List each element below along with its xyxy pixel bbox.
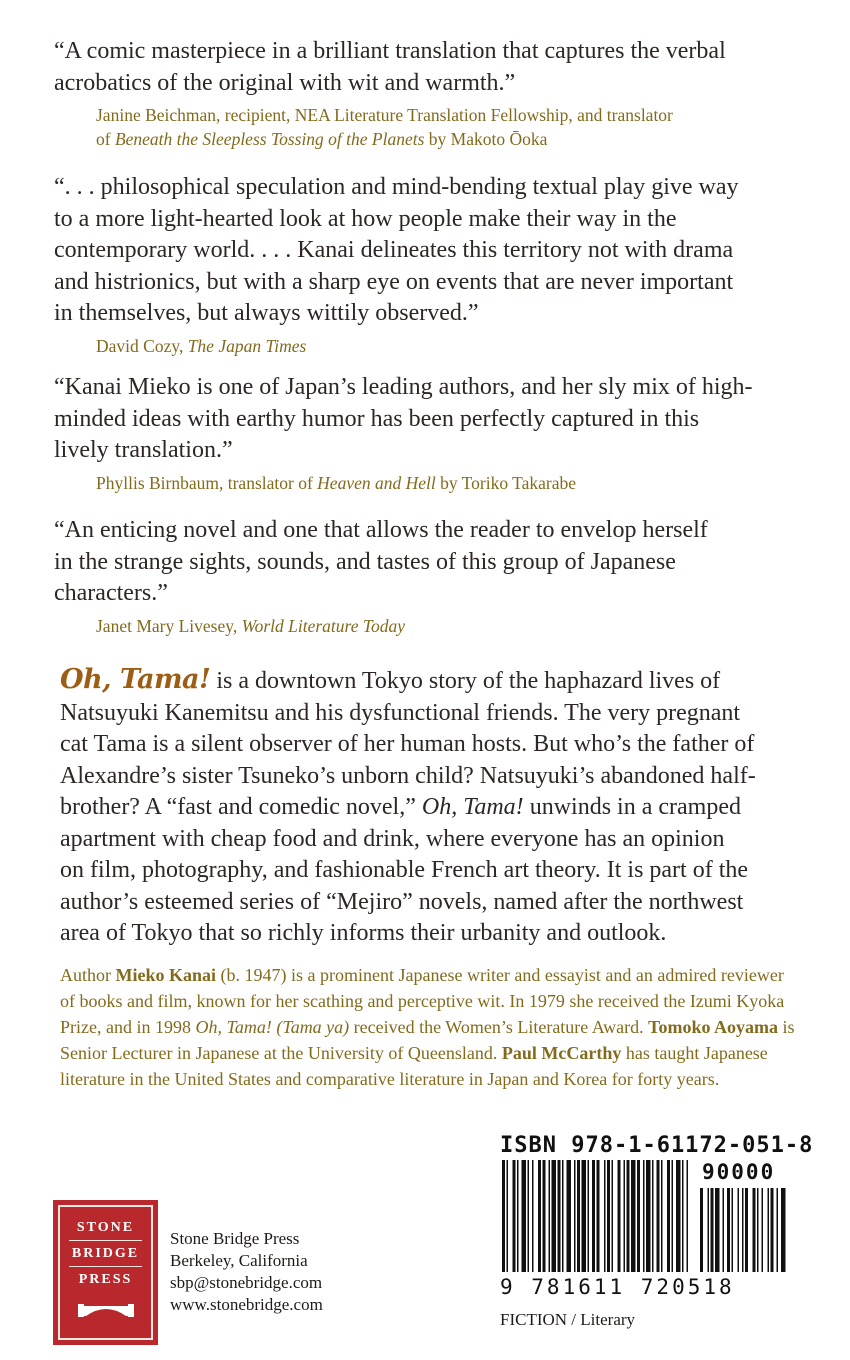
bridge-icon: [76, 1298, 136, 1320]
barcode-digits: 9 781611 720518: [500, 1275, 735, 1299]
quote-text: “An enticing novel and one that allows the reader to envelop herself in the strange sights, sounds, and tastes of this group of Japanese characters.”: [54, 517, 708, 606]
publisher-name: Stone Bridge Press: [170, 1229, 300, 1248]
quote-attribution: David Cozy, The Japan Times: [96, 335, 307, 356]
quote-text: “A comic masterpiece in a brilliant translation that captures the verbal acrobatics of the original with wit and warmth.”: [54, 38, 726, 96]
quote-attribution: Phyllis Birnbaum, translator of Heaven and Hell by Toriko Takarabe: [96, 472, 577, 493]
quote-text: “. . . philosophical speculation and mind-bending textual play give way to a more light-hearted look at how people make their way in the contemporary world. . . . Kanai delineates this territory not with drama and histrionics, but with a sharp eye on events that are never important in themselves, but always wittily observed.”: [54, 174, 739, 326]
author-bio: Author Mieko Kanai (b. 1947) is a prominent Japanese writer and essayist and an admired reviewer of books and film, known for her scathing and perceptive wit. In 1979 she received the Izumi Kyoka Prize, and in 1998 Oh, Tama! (Tama ya) received the Women’s Literature Award. Tomoko Aoyama is Senior Lecturer in Japanese at the University of Queensland. Paul McCarthy has taught Japanese literature in the United States and comparative literature in Japan and Korea for forty years.: [60, 965, 795, 1089]
quote-1: [54, 36, 814, 151]
quote-2: [54, 172, 814, 358]
book-description: Oh, Tama! is a downtown Tokyo story of the haphazard lives of Natsuyuki Kanemitsu and his dysfunctional friends. The very pregnant cat Tama is a silent observer of her human hosts. But who’s the father of Alexandre’s sister Tsuneko’s unborn child? Natsuyuki’s abandoned half- brother? A “fast and comedic novel,” Oh, Tama! unwinds in a cramped apartment with cheap food and drink, where everyone has an opinion on film, photography, and fashionable French art theory. It is part of the author’s esteemed series of “Mejiro” novels, named after the northwest area of Tokyo that so richly informs their urbanity and outlook.: [60, 664, 756, 946]
price-addon: 90000: [702, 1160, 776, 1184]
logo-line-stone: STONE: [69, 1215, 142, 1241]
logo-line-press: PRESS: [78, 1272, 133, 1287]
publisher-city: Berkeley, California: [170, 1251, 308, 1270]
book-title: Oh, Tama!: [60, 664, 211, 695]
quote-4: [54, 515, 814, 638]
quote-attribution: Janet Mary Livesey, World Literature Today: [96, 615, 405, 636]
publisher-info: [170, 1228, 323, 1316]
publisher-email: sbp@stonebridge.com: [170, 1273, 323, 1292]
barcode: [500, 1160, 790, 1278]
publisher-logo: [53, 1200, 158, 1345]
category-label: FICTION / Literary: [500, 1310, 636, 1329]
isbn-label: ISBN 978-1-61172-051-8: [500, 1133, 814, 1158]
publisher-website: www.stonebridge.com: [170, 1295, 323, 1314]
quote-attribution: Janine Beichman, recipient, NEA Literature Translation Fellowship, and translator of Beneath the Sleepless Tossing of the Planets by Makoto Ōoka: [96, 105, 673, 149]
logo-line-bridge: BRIDGE: [69, 1241, 142, 1267]
quote-3: [54, 372, 814, 495]
quote-text: “Kanai Mieko is one of Japan’s leading authors, and her sly mix of high- minded ideas with earthy humor has been perfectly captured in this lively translation.”: [54, 374, 753, 463]
